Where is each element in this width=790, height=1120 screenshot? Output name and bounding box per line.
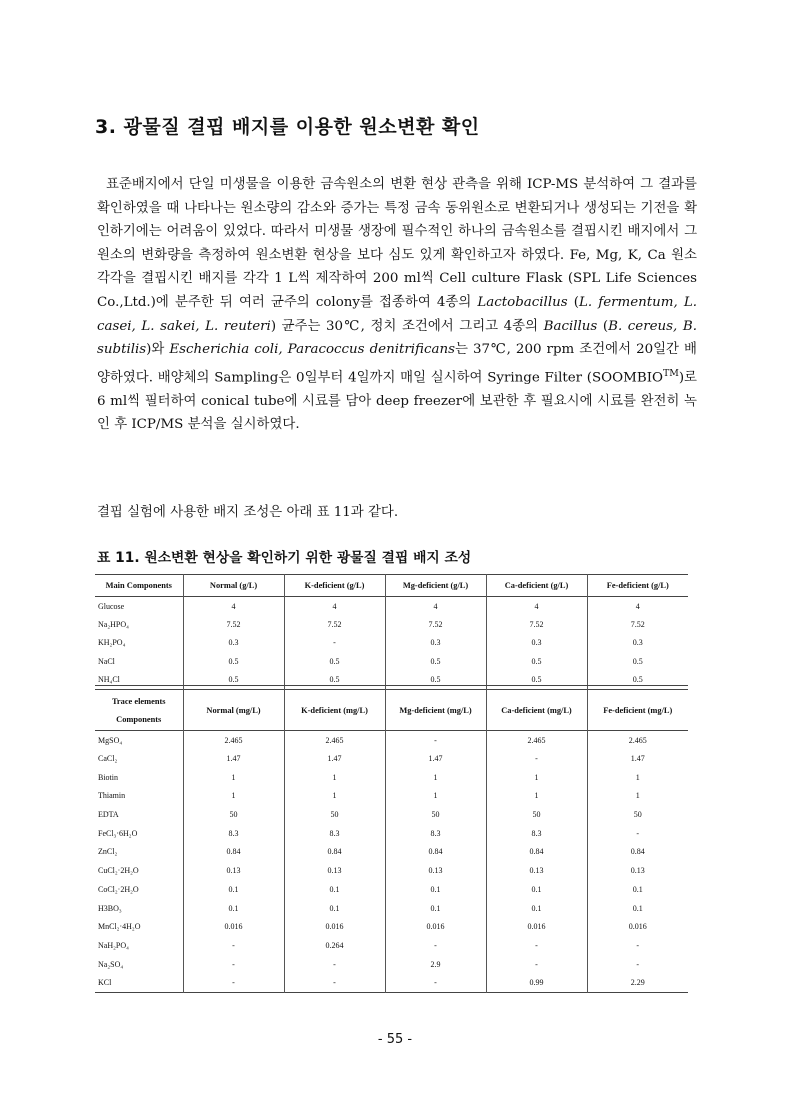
component-name-cell: ZnCl₂ [98, 847, 118, 857]
value-cell: 1.47 [284, 749, 385, 768]
component-name-cell: CoCl₂·2H₂O [98, 884, 139, 894]
header-cell: Main Components [105, 581, 172, 590]
component-name-cell: FeCl₃·6H₂O [98, 828, 138, 838]
value-cell: 0.1 [486, 899, 587, 918]
table-row [95, 955, 688, 974]
value-cell: - [183, 955, 284, 974]
value-cell: - [385, 936, 486, 955]
header-line: Components [116, 714, 162, 724]
header-cell: K-deficient (mg/L) [284, 690, 385, 731]
component-name-cell: MnCl₂·4H₂O [98, 922, 141, 932]
value-cell: 4 [587, 597, 688, 616]
value-cell: 7.52 [385, 615, 486, 634]
header-cell: Ca-deficient (g/L) [486, 575, 587, 597]
table-row [95, 880, 688, 899]
table-row [95, 671, 688, 690]
value-cell: 2.465 [284, 731, 385, 750]
table-row [95, 652, 688, 671]
value-cell: 0.13 [385, 861, 486, 880]
value-cell: 0.1 [183, 899, 284, 918]
value-cell: 1.47 [385, 749, 486, 768]
table-row [95, 824, 688, 843]
table-row [95, 899, 688, 918]
table-row [95, 787, 688, 806]
component-name-cell: NaCl [98, 656, 115, 666]
value-cell: 0.016 [183, 917, 284, 936]
component-name-cell: MgSO₄ [98, 735, 123, 745]
value-cell: - [486, 955, 587, 974]
value-cell: 1 [486, 768, 587, 787]
component-name-cell: CaCl₂ [98, 754, 118, 764]
value-cell: - [284, 955, 385, 974]
body-paragraph-2: 결핍 실험에 사용한 배지 조성은 아래 표 11과 같다. [97, 505, 399, 520]
header-cell: Normal (g/L) [183, 575, 284, 597]
table-caption: 표 11. 원소변환 현상을 확인하기 위한 광물질 결핍 배지 조성 [97, 550, 472, 566]
value-cell: 1 [183, 787, 284, 806]
value-cell: 7.52 [284, 615, 385, 634]
main-components-table [95, 574, 688, 690]
table-row [95, 597, 688, 616]
value-cell: 0.5 [183, 652, 284, 671]
header-cell: Mg-deficient (mg/L) [385, 690, 486, 731]
value-cell: 2.465 [486, 731, 587, 750]
table-row [95, 805, 688, 824]
value-cell: 2.29 [587, 973, 688, 992]
value-cell: 50 [183, 805, 284, 824]
table-row [95, 861, 688, 880]
component-name-cell: KCl [98, 978, 112, 988]
value-cell: 0.264 [284, 936, 385, 955]
value-cell: 0.5 [486, 652, 587, 671]
table-row [95, 634, 688, 653]
table-row [95, 615, 688, 634]
value-cell: 1.47 [587, 749, 688, 768]
value-cell: 0.99 [486, 973, 587, 992]
header-cell: K-deficient (g/L) [284, 575, 385, 597]
value-cell: 8.3 [284, 824, 385, 843]
value-cell: 4 [284, 597, 385, 616]
value-cell: 0.5 [183, 671, 284, 690]
value-cell: 0.5 [284, 671, 385, 690]
value-cell: 0.016 [587, 917, 688, 936]
component-name-cell: NaH₂PO₄ [98, 940, 129, 950]
value-cell: 0.5 [385, 671, 486, 690]
value-cell: 0.13 [486, 861, 587, 880]
component-name-cell: H3BO₃ [98, 903, 122, 913]
value-cell: - [385, 731, 486, 750]
header-cell: Fe-deficient (g/L) [587, 575, 688, 597]
value-cell: - [385, 973, 486, 992]
header-cell: Fe-deficient (mg/L) [587, 690, 688, 731]
value-cell: 0.84 [587, 843, 688, 862]
value-cell: - [183, 936, 284, 955]
value-cell: - [486, 749, 587, 768]
value-cell: 4 [385, 597, 486, 616]
value-cell: 0.13 [183, 861, 284, 880]
value-cell: 50 [587, 805, 688, 824]
component-name-cell: KH₂PO₄ [98, 638, 126, 648]
value-cell: 0.1 [183, 880, 284, 899]
value-cell: 1 [587, 768, 688, 787]
value-cell: 0.016 [284, 917, 385, 936]
value-cell: 0.84 [284, 843, 385, 862]
trace-elements-table [95, 689, 688, 993]
value-cell: 1 [284, 787, 385, 806]
component-name-cell: Na₂SO₄ [98, 959, 124, 969]
table-header-row [95, 690, 688, 731]
value-cell: 1 [385, 787, 486, 806]
table-row [95, 917, 688, 936]
table-row [95, 749, 688, 768]
value-cell: 1 [183, 768, 284, 787]
table-row [95, 973, 688, 992]
body-paragraph-1: 표준배지에서 단일 미생물을 이용한 금속원소의 변환 현상 관측을 위해 ICP-MS 분석하여 그 결과를 확인하였을 때 나타나는 원소량의 감소와 증가는 특정 금속 동위원소로 변환되거나 생성되는 기전을 확인하기에는 어려움이 있었다. 따라서 미생물 생장에 필수적인 하나의 금속원소를 결핍시킨 배지에서 그 원소의 변화량을 측정하여 원소변환 현상을 보다 심도 있게 확인하고자 하였다. Fe, Mg, K, Ca 원소 각각을 결핍시킨 배지를 각각 1 L씩 제작하여 200 ml씩 Cell culture Flask (SPL Life Sciences Co.,Ltd.)에 분주한 뒤 여러 균주의 colony를 접종하여 4종의 Lactobacillus (L. fermentum, L. casei, L. sakei, L. reuteri) 균주는 30℃, 정치 조건에서 그리고 4종의 Bacillus (B. cereus, B. subtilis)와 Escherichia coli, Paracoccus denitrificans는 37℃, 200 rpm 조건에서 20일간 배양하였다. 배양체의 Sampling은 0일부터 4일까지 매일 실시하여 Syringe Filter (SOOMBIO™)로 6 ml씩 필터하여 conical tube에 시료를 담아 deep freezer에 보관한 후 필요시에 시료를 완전히 녹인 후 ICP/MS 분석을 실시하였다. [97, 177, 697, 433]
value-cell: - [183, 973, 284, 992]
component-name-cell: Thiamin [98, 791, 126, 801]
component-name-cell: CuCl₂·2H₂O [98, 866, 139, 876]
value-cell: 0.1 [284, 899, 385, 918]
value-cell: 0.1 [385, 880, 486, 899]
value-cell: 0.1 [587, 880, 688, 899]
value-cell: 2.465 [183, 731, 284, 750]
value-cell: - [587, 936, 688, 955]
component-name-cell: EDTA [98, 810, 119, 820]
value-cell: - [486, 936, 587, 955]
value-cell: 7.52 [486, 615, 587, 634]
value-cell: 0.5 [486, 671, 587, 690]
value-cell: 0.3 [385, 634, 486, 653]
page-number: - 55 - [377, 1032, 413, 1047]
value-cell: 0.1 [587, 899, 688, 918]
value-cell: 0.84 [486, 843, 587, 862]
value-cell: - [284, 973, 385, 992]
value-cell: 0.3 [486, 634, 587, 653]
value-cell: 0.016 [486, 917, 587, 936]
value-cell: 0.3 [587, 634, 688, 653]
value-cell: 0.5 [587, 671, 688, 690]
value-cell: 0.5 [284, 652, 385, 671]
value-cell: 2.465 [587, 731, 688, 750]
value-cell: 7.52 [183, 615, 284, 634]
value-cell: 0.84 [385, 843, 486, 862]
table-header-row [95, 575, 688, 597]
header-cell: Mg-deficient (g/L) [385, 575, 486, 597]
value-cell: 50 [284, 805, 385, 824]
value-cell: 1.47 [183, 749, 284, 768]
table-row [95, 768, 688, 787]
value-cell: 0.1 [284, 880, 385, 899]
value-cell: - [284, 634, 385, 653]
component-name-cell: Biotin [98, 772, 119, 782]
table-row [95, 936, 688, 955]
value-cell: 1 [587, 787, 688, 806]
value-cell: 0.1 [486, 880, 587, 899]
table-divider [95, 685, 688, 686]
value-cell: 4 [486, 597, 587, 616]
value-cell: 0.016 [385, 917, 486, 936]
value-cell: 0.5 [587, 652, 688, 671]
section-heading: 3. 광물질 결핍 배지를 이용한 원소변환 확인 [95, 116, 480, 138]
value-cell: 7.52 [587, 615, 688, 634]
component-name-cell: Glucose [98, 601, 125, 611]
table-row [95, 843, 688, 862]
value-cell: 0.5 [385, 652, 486, 671]
value-cell: 0.1 [385, 899, 486, 918]
value-cell: 0.84 [183, 843, 284, 862]
header-line: Trace elements [111, 696, 166, 706]
value-cell: 8.3 [486, 824, 587, 843]
component-name-cell: NH₄Cl [98, 675, 120, 684]
value-cell: 1 [284, 768, 385, 787]
table-row [95, 731, 688, 750]
value-cell: 50 [385, 805, 486, 824]
value-cell: - [587, 824, 688, 843]
header-cell [95, 690, 183, 731]
header-cell: Ca-deficient (mg/L) [486, 690, 587, 731]
value-cell: 8.3 [183, 824, 284, 843]
value-cell: 1 [385, 768, 486, 787]
value-cell: 2.9 [385, 955, 486, 974]
value-cell: - [587, 955, 688, 974]
value-cell: 50 [486, 805, 587, 824]
value-cell: 0.13 [284, 861, 385, 880]
header-cell: Normal (mg/L) [183, 690, 284, 731]
component-name-cell: Na₂HPO₄ [98, 619, 129, 629]
value-cell: 1 [486, 787, 587, 806]
value-cell: 0.13 [587, 861, 688, 880]
value-cell: 4 [183, 597, 284, 616]
value-cell: 8.3 [385, 824, 486, 843]
value-cell: 0.3 [183, 634, 284, 653]
